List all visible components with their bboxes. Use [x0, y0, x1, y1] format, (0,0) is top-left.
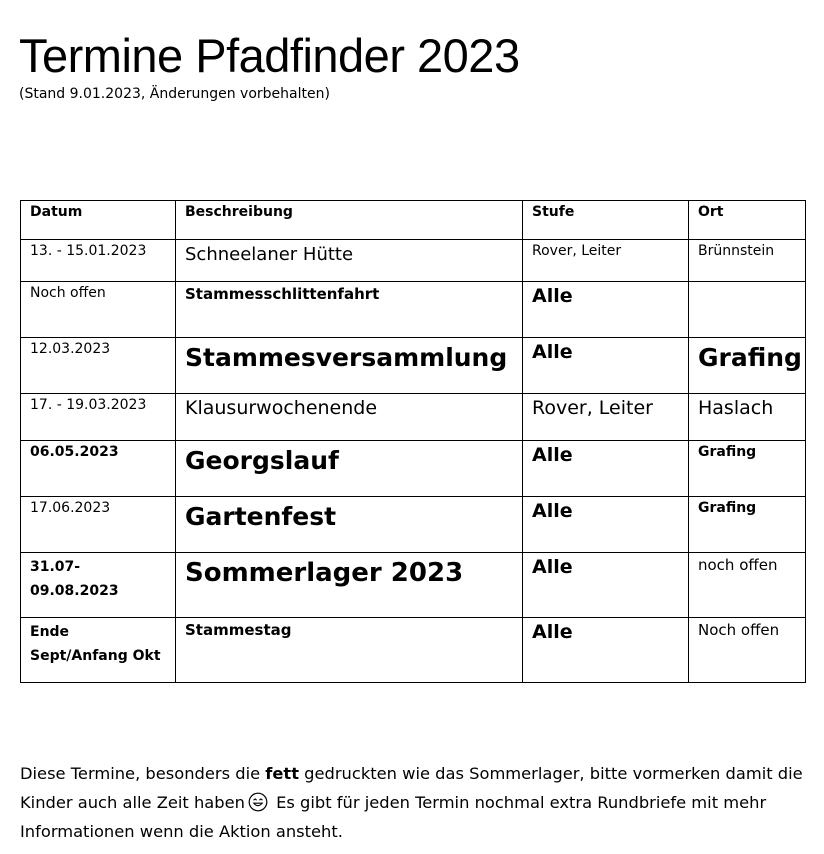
cell-datum: 17. - 19.03.2023 [21, 394, 176, 441]
cell-ort: Grafing [689, 441, 806, 497]
table-row [21, 338, 806, 394]
cell-ort: Noch offen [689, 618, 806, 683]
cell-stufe: Alle [523, 282, 689, 338]
cell-beschreibung: Georgslauf [176, 441, 523, 497]
table-row [21, 497, 806, 553]
cell-ort: Haslach [689, 394, 806, 441]
cell-beschreibung: Stammesversammlung [176, 338, 523, 394]
footer-text-1: Diese Termine, besonders die [20, 764, 266, 783]
smiley-face-icon [248, 792, 268, 812]
cell-ort [689, 282, 806, 338]
cell-stufe: Alle [523, 338, 689, 394]
footer-text-2: gedruckten wie das Sommerlager, bitte vormerken damit die Kinder auch alle Zeit haben [20, 764, 803, 812]
cell-beschreibung: Sommerlager 2023 [176, 553, 523, 618]
cell-stufe: Alle [523, 618, 689, 683]
cell-stufe: Alle [523, 441, 689, 497]
table-row [21, 394, 806, 441]
table-row [21, 240, 806, 282]
cell-ort: Brünnstein [689, 240, 806, 282]
cell-datum: 12.03.2023 [21, 338, 176, 394]
table-row [21, 282, 806, 338]
cell-datum: 13. - 15.01.2023 [21, 240, 176, 282]
cell-beschreibung: Gartenfest [176, 497, 523, 553]
table-row [21, 618, 806, 683]
cell-stufe: Alle [523, 497, 689, 553]
cell-beschreibung: Klausurwochenende [176, 394, 523, 441]
footer-text-3: Es gibt für jeden Termin nochmal extra Rundbriefe mit mehr Informationen wenn die Aktion ansteht. [20, 793, 767, 841]
subtitle: (Stand 9.01.2023, Änderungen vorbehalten) [19, 86, 330, 102]
header-cell-ort: Ort [689, 201, 806, 240]
cell-datum: 31.07- 09.08.2023 [21, 553, 176, 618]
table-row [21, 553, 806, 618]
cell-beschreibung: Stammesschlittenfahrt [176, 282, 523, 338]
table-row [21, 441, 806, 497]
cell-beschreibung: Stammestag [176, 618, 523, 683]
cell-ort: noch offen [689, 553, 806, 618]
table-header-row [21, 201, 806, 240]
header-cell-stufe: Stufe [523, 201, 689, 240]
cell-ort: Grafing [689, 338, 806, 394]
cell-stufe: Alle [523, 553, 689, 618]
cell-beschreibung: Schneelaner Hütte [176, 240, 523, 282]
cell-datum: 06.05.2023 [21, 441, 176, 497]
cell-stufe: Rover, Leiter [523, 394, 689, 441]
cell-ort: Grafing [689, 497, 806, 553]
cell-datum: 17.06.2023 [21, 497, 176, 553]
footer-note [20, 759, 810, 846]
cell-datum: Noch offen [21, 282, 176, 338]
cell-datum: Ende Sept/Anfang Okt [21, 618, 176, 683]
header-cell-beschreibung: Beschreibung [176, 201, 523, 240]
header-cell-datum: Datum [21, 201, 176, 240]
page-title: Termine Pfadfinder 2023 [19, 29, 520, 82]
footer-bold-word: fett [265, 764, 299, 783]
schedule-table [20, 200, 806, 683]
cell-stufe: Rover, Leiter [523, 240, 689, 282]
